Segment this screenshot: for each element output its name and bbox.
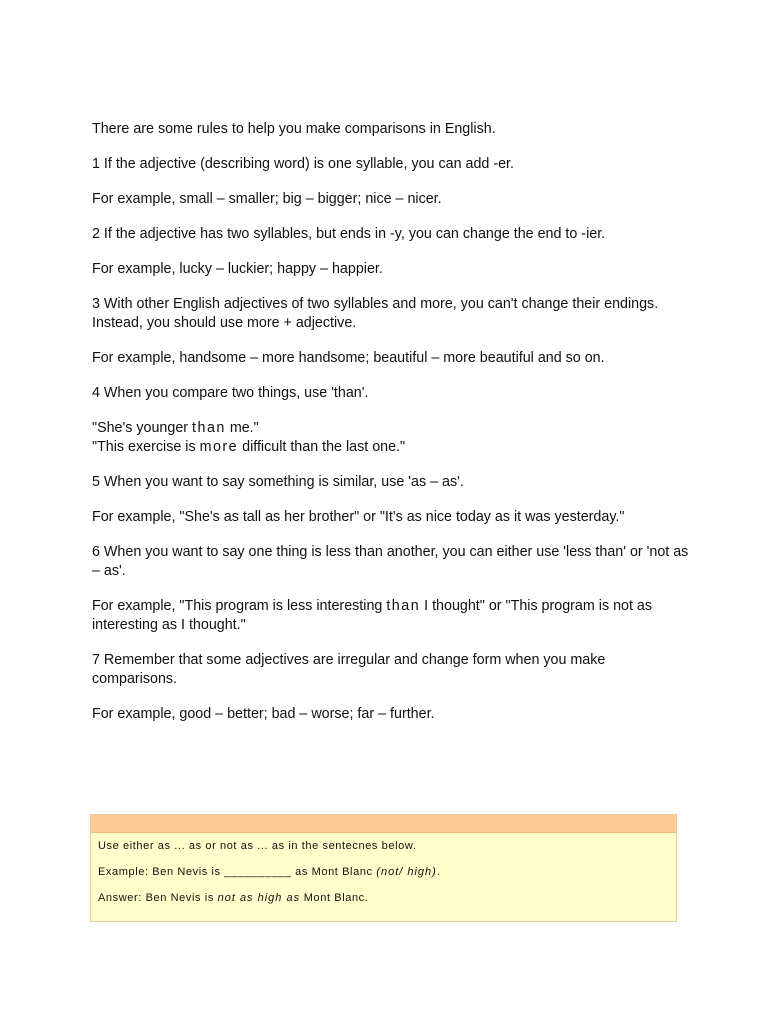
exercise-example: Example: Ben Nevis is __________ as Mont Blanc (not/ high). — [98, 866, 441, 878]
rule-7-example: For example, good – better; bad – worse; far – further. — [92, 706, 435, 722]
rule-2: 2 If the adjective has two syllables, but ends in -y, you can change the end to -ier. — [92, 226, 606, 242]
exercise-body — [91, 833, 676, 905]
rule-7: 7 Remember that some adjectives are irregular and change form when you make comparisons. — [92, 652, 606, 687]
rule-4: 4 When you compare two things, use 'than'. — [92, 385, 369, 401]
intro-text: There are some rules to help you make comparisons in English. — [92, 121, 496, 137]
rule-6-example: For example, "This program is less interesting than I thought" or "This program is not as interesting as I thought." — [92, 598, 653, 633]
exercise-instruction: Use either as ... as or not as ... as in the sentecnes below. — [98, 840, 417, 852]
rule-6: 6 When you want to say one thing is less than another, you can either use 'less than' or 'not as – as'. — [92, 544, 689, 579]
rule-1: 1 If the adjective (describing word) is one syllable, you can add -er. — [92, 156, 514, 172]
rule-1-example: For example, small – smaller; big – bigger; nice – nicer. — [92, 191, 442, 207]
rule-5: 5 When you want to say something is similar, use 'as – as'. — [92, 474, 464, 490]
rule-3-example: For example, handsome – more handsome; beautiful – more beautiful and so on. — [92, 350, 605, 366]
exercise-answer: Answer: Ben Nevis is not as high as Mont Blanc. — [98, 892, 369, 904]
rule-2-example: For example, lucky – luckier; happy – happier. — [92, 261, 383, 277]
document-body — [92, 120, 692, 740]
rule-4-examples: "She's younger than me." "This exercise is more difficult than the last one." — [92, 420, 406, 455]
exercise-box — [90, 814, 677, 922]
rule-5-example: For example, "She's as tall as her brother" or "It's as nice today as it was yesterday." — [92, 509, 625, 525]
exercise-header-bar — [91, 815, 676, 833]
rule-3: 3 With other English adjectives of two syllables and more, you can't change their endings. Instead, you should use more + adjective. — [92, 296, 659, 331]
